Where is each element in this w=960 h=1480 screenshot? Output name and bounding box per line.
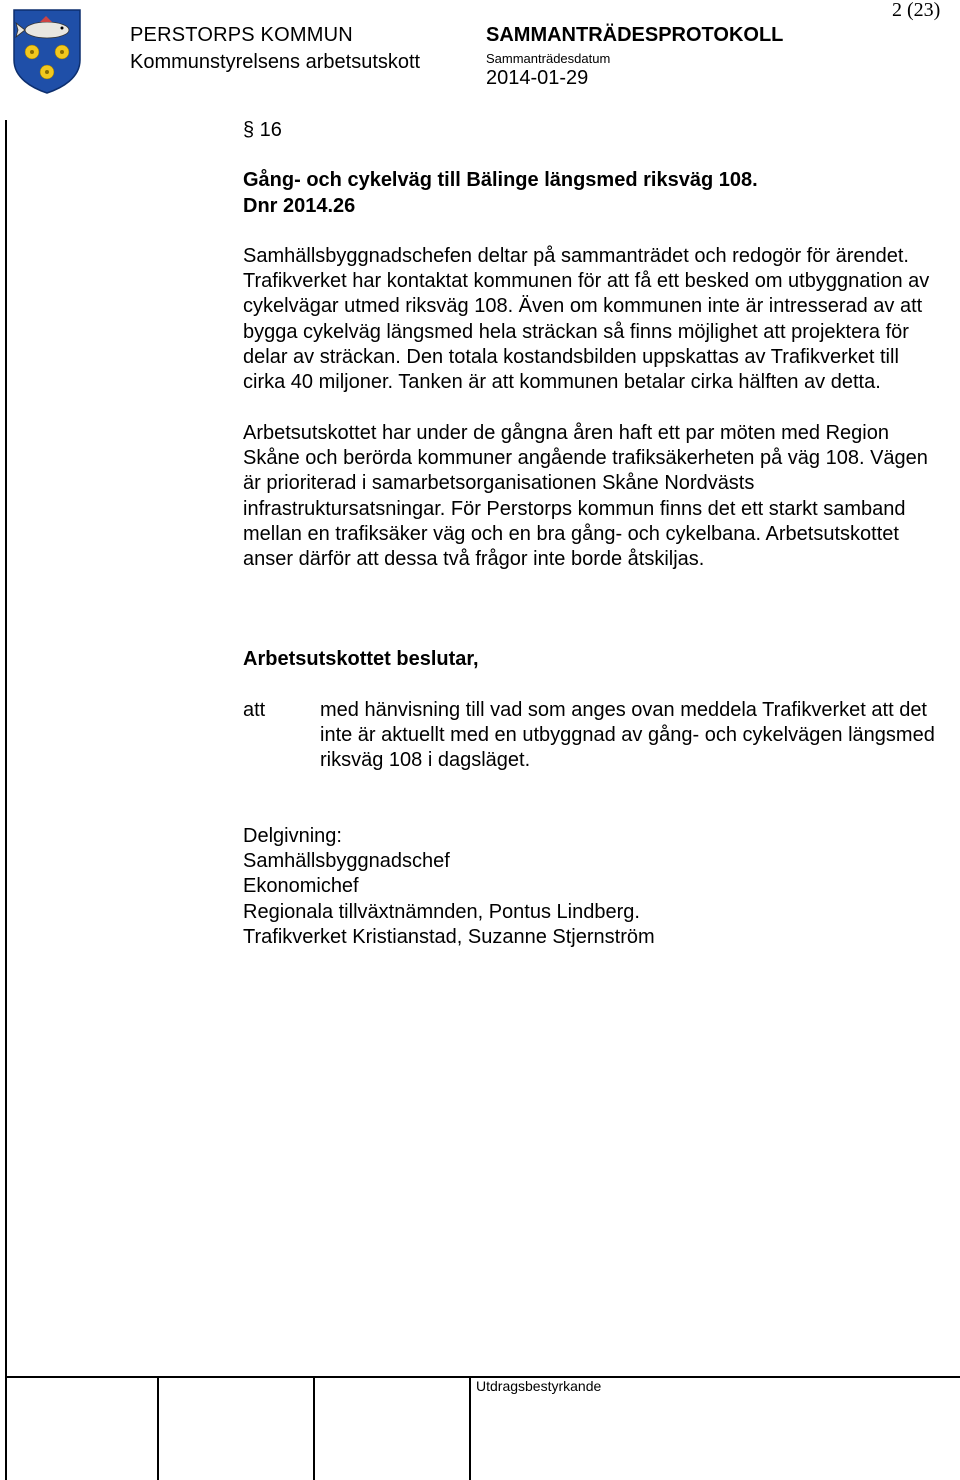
margin-rule xyxy=(5,120,7,1480)
section-body xyxy=(243,118,943,950)
distribution-item: Trafikverket Kristianstad, Suzanne Stjernström xyxy=(243,925,655,948)
paragraph: Arbetsutskottet har under de gångna åren haft ett par möten med Region Skåne och berörda kommuner angående trafiksäkerheten på väg 108. Vägen är prioriterad i samarbetsorganisationen Skåne Nordvästs infrastruktursatsningar. För Perstorps kommun finns det ett starkt samband mellan en trafiksäker väg och en bra gång- och cykelbana. Arbetsutskottet anser därför att dessa två frågor inte borde åtskiljas. xyxy=(243,421,928,571)
org-name: PERSTORPS KOMMUN xyxy=(130,24,353,46)
meeting-date: 2014-01-29 xyxy=(486,67,589,89)
footer-cell-divider xyxy=(469,1376,471,1480)
document-type: SAMMANTRÄDESPROTOKOLL xyxy=(486,24,784,46)
footer-attestation-label: Utdragsbestyrkande xyxy=(476,1378,602,1394)
date-label: Sammanträdesdatum xyxy=(486,51,611,66)
case-number: Dnr 2014.26 xyxy=(243,194,356,217)
footer-cell-divider xyxy=(157,1376,159,1480)
distribution-item: Samhällsbyggnadschef xyxy=(243,849,450,872)
section-title: Gång- och cykelväg till Bälinge längsmed riksväg 108. xyxy=(243,169,758,192)
coat-of-arms-icon xyxy=(12,8,82,94)
decision xyxy=(243,698,943,774)
decision-text: med hänvisning till vad som anges ovan meddela Trafikverket att det inte är aktuellt med en utbyggnad av gång- och cykelvägen längsmed riksväg 108 i dagsläget. xyxy=(320,698,935,772)
section-number: § 16 xyxy=(243,119,282,141)
footer-cell-divider xyxy=(313,1376,315,1480)
decision-keyword: att xyxy=(243,698,266,721)
distribution-item: Regionala tillväxtnämnden, Pontus Lindberg. xyxy=(243,900,640,923)
paragraph: Samhällsbyggnadschefen deltar på sammanträdet och redogör för ärendet. Trafikverket har kontaktat kommunen för att få ett besked om utbyggnation av cykelvägar utmed riksväg 108. Även om kommunen inte är intresserad av att bygga cykelväg längsmed hela sträckan så finns möjlighet att projektera för delar av sträckan. Den totala kostandsbilden uppskattas av Trafikverket till cirka 40 miljoner. Tanken är att kommunen betalar cirka hälften av detta. xyxy=(243,244,930,394)
page-number: 2 (23) xyxy=(892,0,941,21)
distribution-label: Delgivning: xyxy=(243,824,342,847)
decision-heading: Arbetsutskottet beslutar, xyxy=(243,648,479,671)
committee-name: Kommunstyrelsens arbetsutskott xyxy=(130,51,421,73)
distribution-item: Ekonomichef xyxy=(243,875,359,898)
